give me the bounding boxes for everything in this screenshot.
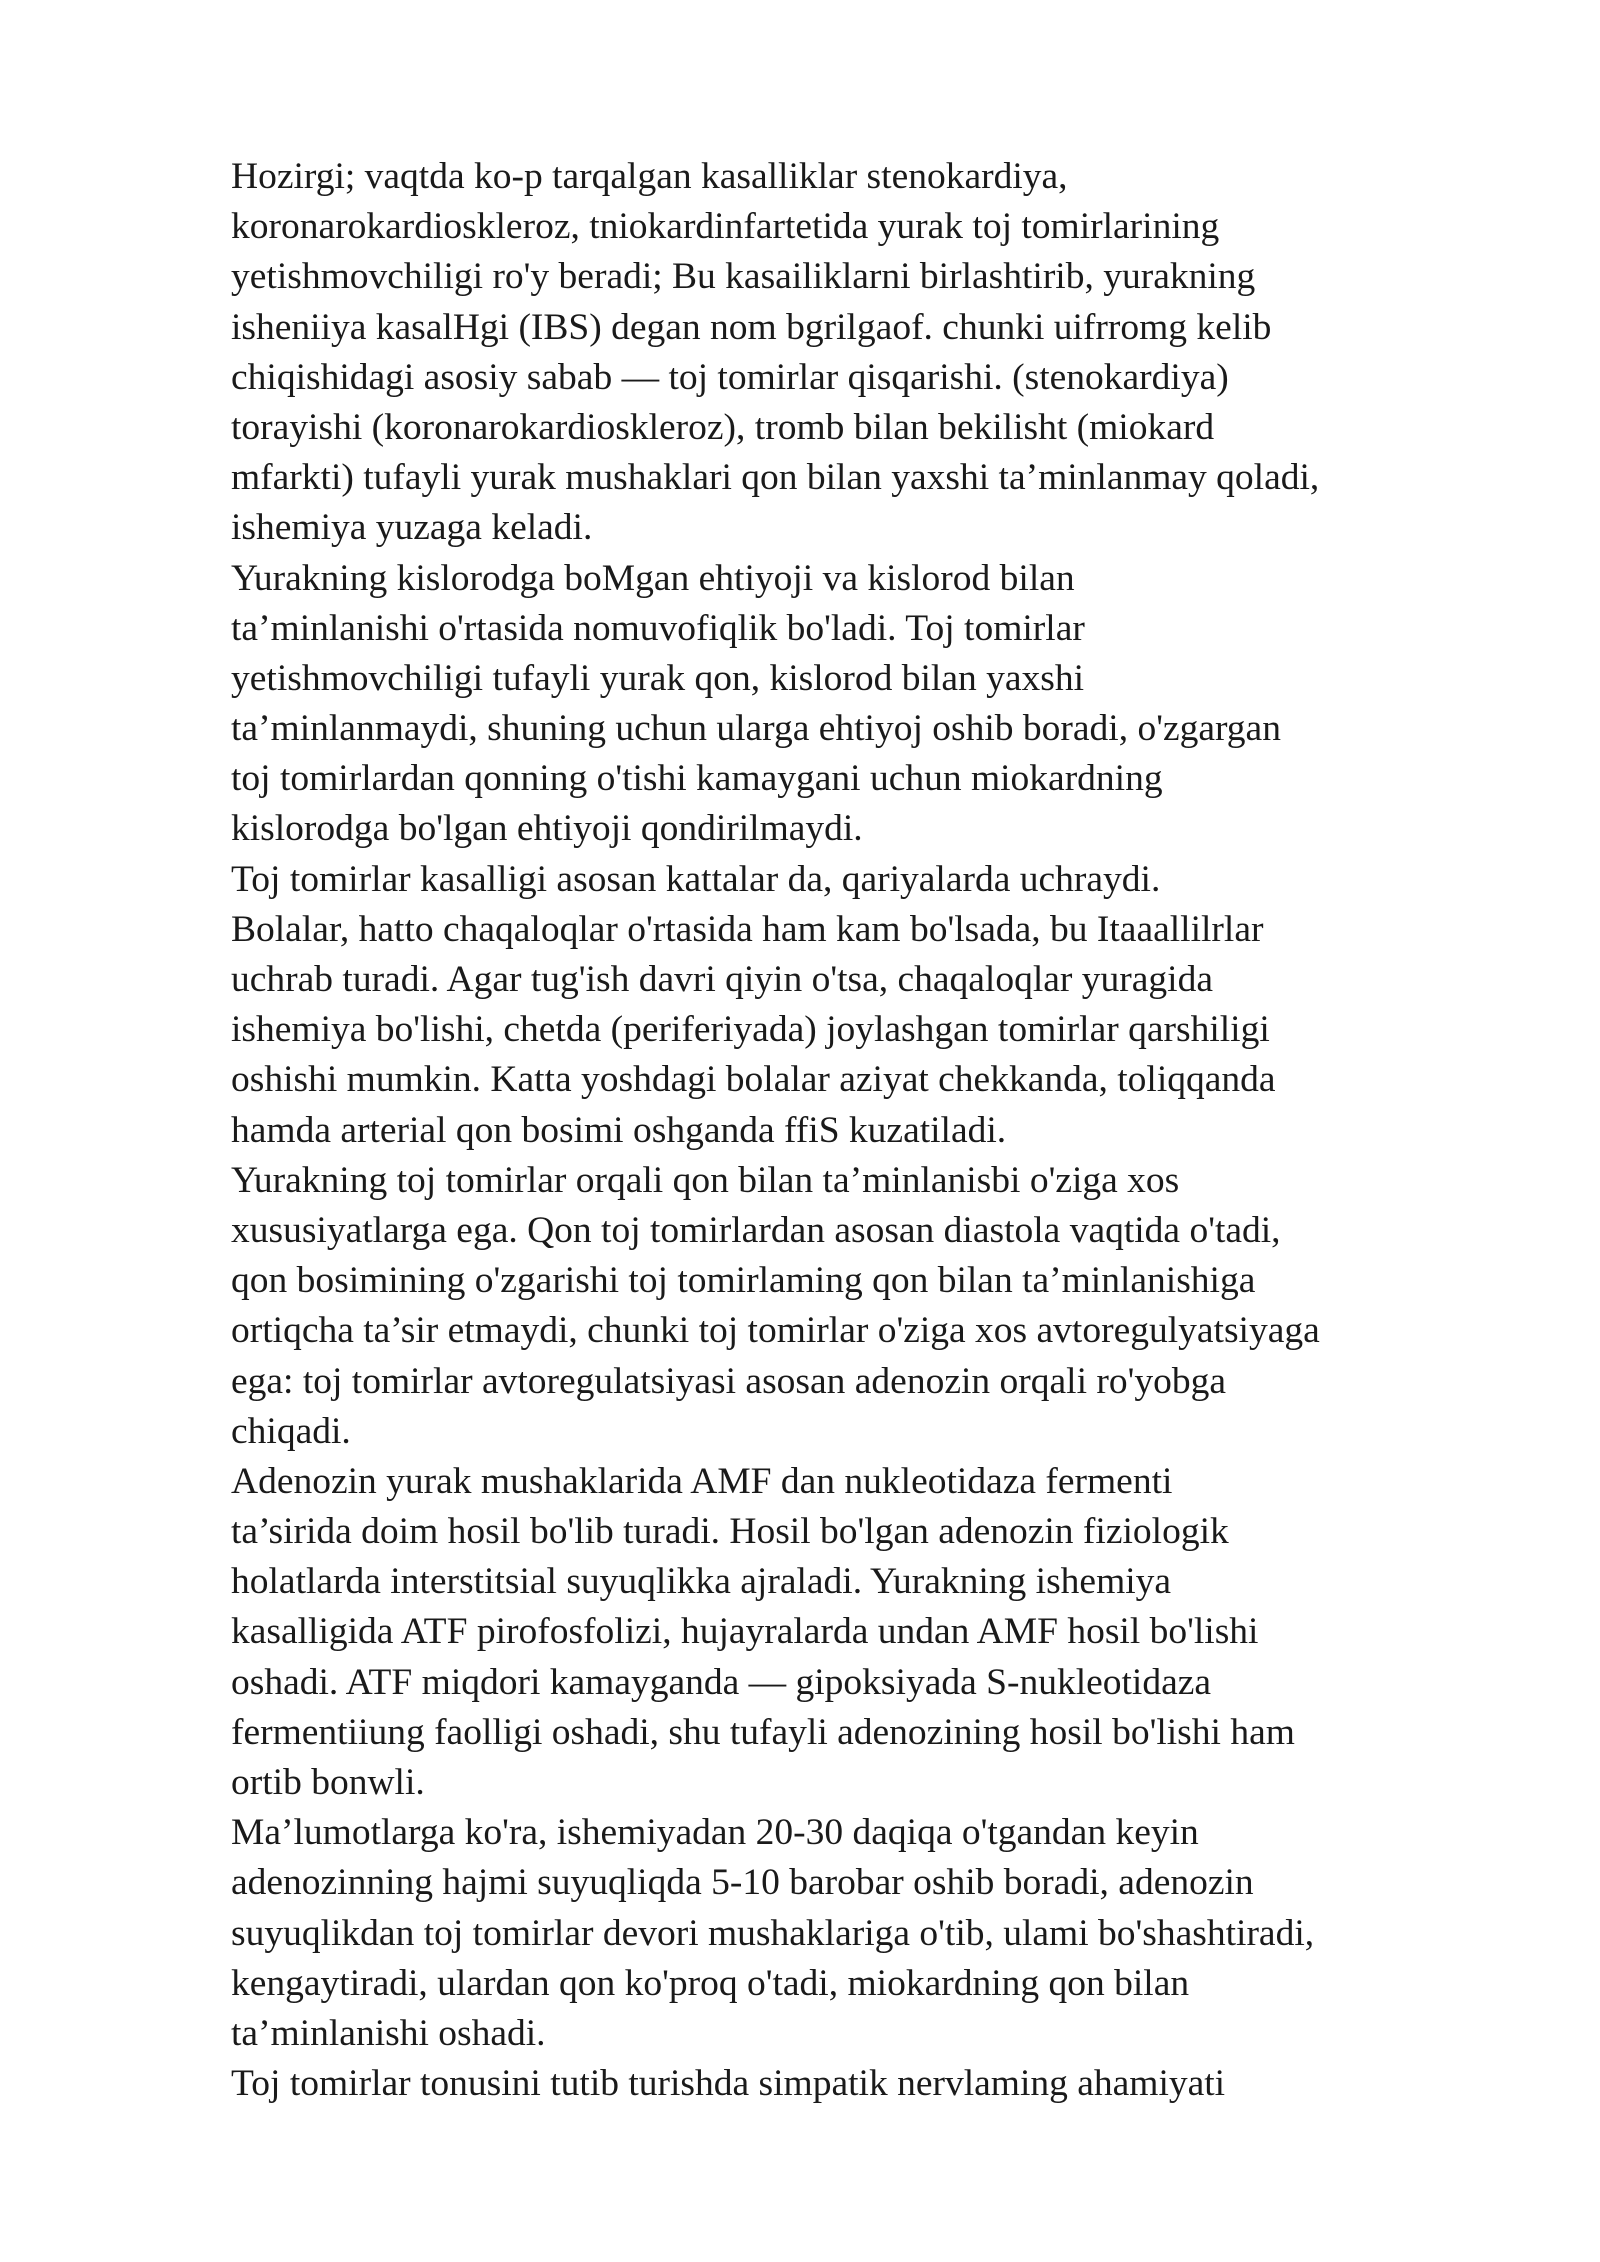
text-line: Bolalar, hatto chaqaloqlar o'rtasida ham kam bo'lsada, bu Itaaallilrlar [231, 908, 1264, 950]
text-line: ta’minlanishi o'rtasida nomuvofiqlik bo'ladi. Toj tomirlar [231, 607, 1085, 649]
text-line: ta’minlanishi oshadi. [231, 2012, 546, 2054]
text-line: ta’minlanmaydi, shuning uchun ularga ehtiyoj oshib boradi, o'zgargan [231, 708, 1281, 750]
text-line: ortib bonwli. [231, 1762, 425, 1803]
text-line: ta’sirida doim hosil bo'lib turadi. Hosil bo'lgan adenozin fiziologik [231, 1511, 1229, 1553]
text-line: toj tomirlardan qonning o'tishi kamaygani uchun miokardning [231, 758, 1163, 800]
text-line: Yurakning kislorodga boMgan ehtiyoji va kislorod bilan [231, 557, 1075, 599]
text-line: oshishi mumkin. Katta yoshdagi bolalar aziyat chekkanda, toliqqanda [231, 1059, 1276, 1101]
text-line: holatlarda interstitsial suyuqlikka ajraladi. Yurakning ishemiya [231, 1561, 1172, 1603]
text-line: isheniiya kasalHgi (IBS) degan nom bgrilgaof. chunki uifrromg kelib [231, 306, 1272, 348]
text-line: mfarkti) tufayli yurak mushaklari qon bilan yaxshi ta’minlanmay qoladi, [231, 457, 1320, 499]
text-line: kislorodga bo'lgan ehtiyoji qondirilmaydi. [231, 808, 863, 850]
text-line: ortiqcha ta’sir etmaydi, chunki toj tomirlar o'ziga xos avtoregulyatsiyaga [231, 1310, 1320, 1352]
text-line: Toj tomirlar kasalligi asosan kattalar da, qariyalarda uchraydi. [231, 858, 1161, 900]
text-line: yetishmovchiligi ro'y beradi; Bu kasailiklarni birlashtirib, yurakning [231, 256, 1256, 298]
text-line: Toj tomirlar tonusini tutib turishda simpatik nervlaming ahamiyati [231, 2063, 1226, 2105]
body-text [231, 152, 1531, 2109]
text-line: chiqadi. [231, 1410, 351, 1452]
text-line: kengaytiradi, ulardan qon ko'proq o'tadi, miokardning qon bilan [231, 1962, 1190, 2004]
text-line: Ma’lumotlarga ko'ra, ishemiyadan 20-30 daqiqa o'tgandan keyin [231, 1812, 1199, 1854]
text-line: Adenozin yurak mushaklarida AMF dan nukleotidaza fermenti [231, 1460, 1173, 1502]
text-line: ishemiya bo'lishi, chetda (periferiyada) joylashgan tomirlar qarshiligi [231, 1009, 1270, 1051]
text-line: ega: toj tomirlar avtoregulatsiyasi asosan adenozin orqali ro'yobga [231, 1360, 1226, 1402]
text-line: hamda arterial qon bosimi oshganda ffiS kuzatiladi. [231, 1109, 1007, 1151]
text-line: qon bosimining o'zgarishi toj tomirlaming qon bilan ta’minlanishiga [231, 1260, 1256, 1302]
text-line: suyuqlikdan toj tomirlar devori mushaklariga o'tib, ulami bo'shashtiradi, [231, 1912, 1315, 1954]
text-line: oshadi. ATF miqdori kamayganda — gipoksiyada S-nukleotidaza [231, 1661, 1212, 1703]
text-line: chiqishidagi asosiy sabab — toj tomirlar qisqarishi. (stenokardiya) [231, 356, 1229, 398]
text-line: koronarokardioskleroz, tniokardinfartetida yurak toj tomirlarining [231, 206, 1220, 248]
text-line: Yurakning toj tomirlar orqali qon bilan ta’minlanisbi o'ziga xos [231, 1159, 1180, 1201]
text-line: uchrab turadi. Agar tug'ish davri qiyin o'tsa, chaqaloqlar yuragida [231, 959, 1213, 1000]
text-line: torayishi (koronarokardioskleroz), tromb bilan bekilisht (miokard [231, 406, 1215, 448]
text-line: ishemiya yuzaga keladi. [231, 507, 593, 549]
text-line: yetishmovchiligi tufayli yurak qon, kislorod bilan yaxshi [231, 657, 1085, 699]
text-line: xususiyatlarga ega. Qon toj tomirlardan asosan diastola vaqtida o'tadi, [231, 1209, 1281, 1251]
text-line: Hozirgi; vaqtda ko-p tarqalgan kasalliklar stenokardiya, [231, 156, 1068, 197]
text-line: kasalligida ATF pirofosfolizi, hujayralarda undan AMF hosil bo'lishi [231, 1611, 1259, 1653]
text-line: fermentiiung faolligi oshadi, shu tufayli adenozining hosil bo'lishi ham [231, 1711, 1295, 1753]
text-line: adenozinning hajmi suyuqliqda 5-10 barobar oshib boradi, adenozin [231, 1862, 1254, 1904]
